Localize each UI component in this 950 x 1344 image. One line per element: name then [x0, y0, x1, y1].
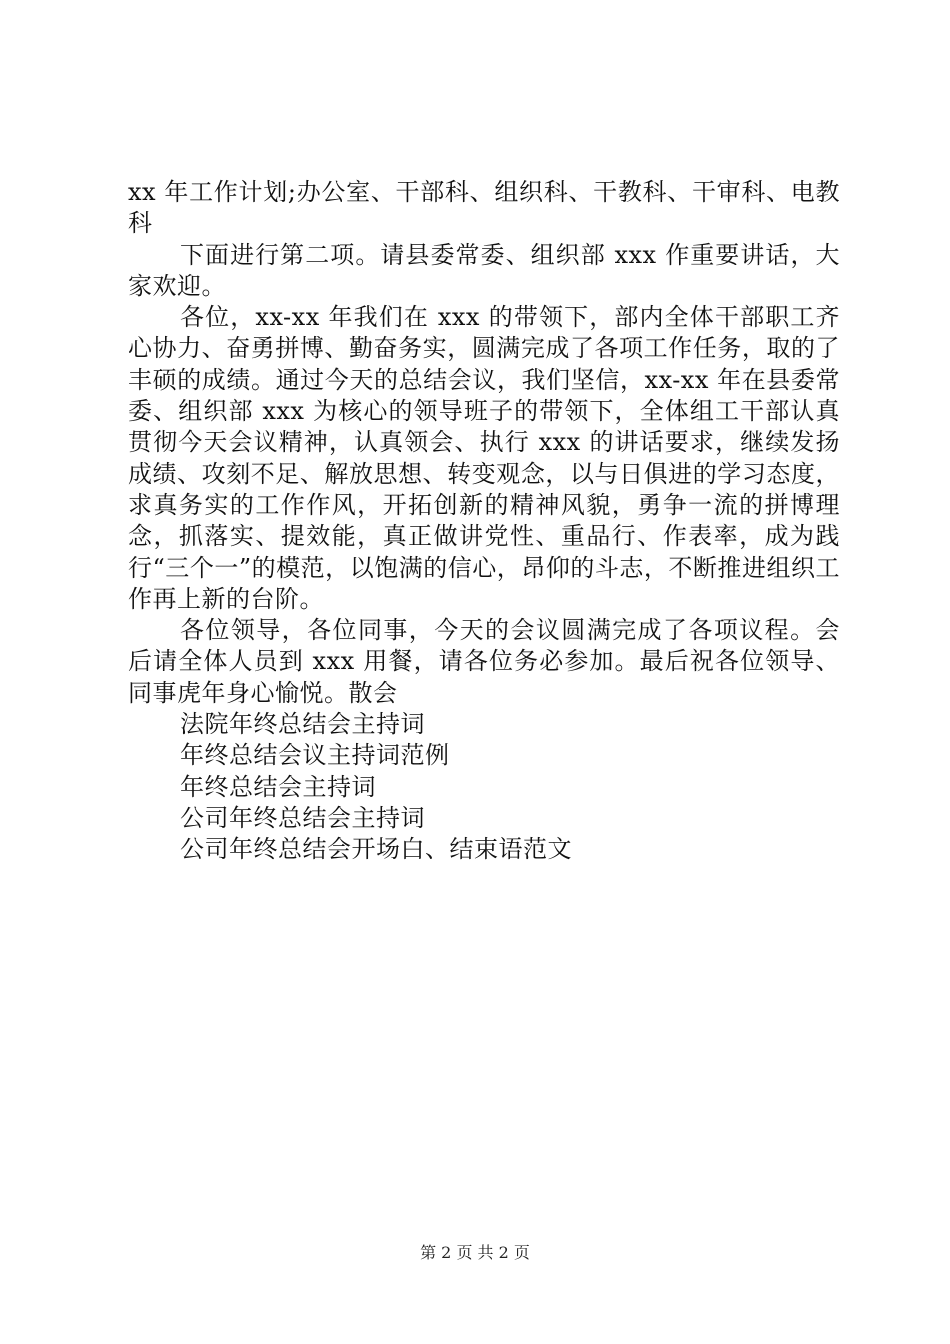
paragraph-work-plan: xx 年工作计划;办公室、干部科、组织科、干教科、干审科、电教科 [128, 178, 840, 238]
paragraph-closing: 各位领导，各位同事，今天的会议圆满完成了各项议程。会后请全体人员到 xxx 用餐，请各位务必参加。最后祝各位领导、同事虎年身心愉悦。散会 [128, 616, 840, 707]
related-title-item: 公司年终总结会主持词 [180, 803, 425, 832]
related-title-item: 法院年终总结会主持词 [180, 710, 425, 739]
related-titles-list [128, 709, 840, 865]
paragraph-second-item: 下面进行第二项。请县委常委、组织部 xxx 作重要讲话，大家欢迎。 [128, 240, 840, 300]
related-title-item: 公司年终总结会开场白、结束语范文 [180, 835, 572, 864]
paragraph-summary-speech: 各位，xx-xx 年我们在 xxx 的带领下，部内全体干部职工齐心协力、奋勇拼博、勤奋务实，圆满完成了各项工作任务，取的了丰硕的成绩。通过今天的总结会议，我们坚信，xx-xx 年在县委常委、组织部 xxx 为核心的领导班子的带领下，全体组工干部认真贯彻今天会议精神，认真领会、执行 xxx 的讲话要求，继续发扬成绩、攻刻不足、解放思想、转变观念，以与日俱进的学习态度，求真务实的工作作风，开拓创新的精神风貌，勇争一流的拼博理念，抓落实、提效能，真正做讲党性、重品行、作表率，成为践行“三个一”的模范，以饱满的信心，昂仰的斗志，不断推进组织工作再上新的台阶。 [128, 303, 840, 613]
related-title-item: 年终总结会议主持词范例 [180, 741, 450, 770]
related-title-item: 年终总结会主持词 [180, 772, 376, 801]
page-number-footer: 第 2 页 共 2 页 [420, 1243, 530, 1262]
document-body [128, 177, 840, 866]
